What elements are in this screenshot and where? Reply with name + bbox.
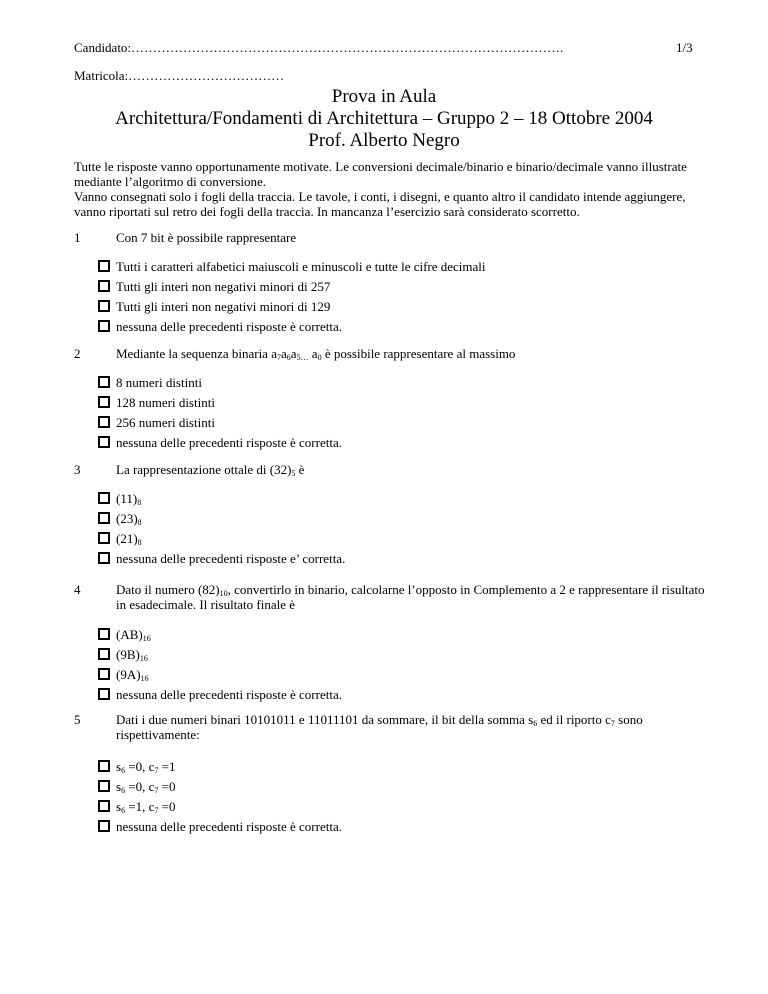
checkbox-icon[interactable] (98, 800, 110, 812)
checkbox-icon[interactable] (98, 436, 110, 448)
option-label: $(21)_8$ (116, 530, 142, 547)
option-label: $s_6 =0$, $c_7 =1$ (116, 758, 176, 775)
checkbox-icon[interactable] (98, 552, 110, 564)
checkbox-icon[interactable] (98, 280, 110, 292)
answer-option[interactable] (98, 432, 342, 452)
checkbox-icon[interactable] (98, 628, 110, 640)
option-label: Tutti i caratteri alfabetici maiuscoli e minuscoli e tutte le cifre decimali (116, 258, 486, 274)
answer-option[interactable] (98, 624, 342, 644)
answer-option[interactable] (98, 756, 342, 776)
question-text: Dato il numero $(82)_{10}$, convertirlo in binario, calcolarne l’opposto in Complemento a 2 e rappresentare il risultato in esadecimale. Il risultato finale è (116, 582, 705, 612)
option-label: nessuna delle precedenti risposte e’ corretta. (116, 550, 346, 566)
answer-option[interactable] (98, 508, 345, 528)
option-label: 8 numeri distinti (116, 374, 202, 390)
title-line-1: Prova in Aula (331, 86, 437, 107)
answer-option[interactable] (98, 684, 342, 704)
instructions-paragraph-2: Vanno consegnati solo i fogli della traccia. Le tavole, i conti, i disegni, e quanto altro il candidato intende aggiungere, vanno riportati sul retro dei fogli della traccia. In mancanza l’esercizio sarà considerato scorretto. (74, 189, 686, 219)
question-text: La rappresentazione ottale di $(32)_5$ è (116, 462, 305, 478)
option-label: $(AB)_{16}$ (116, 626, 151, 643)
answer-option[interactable] (98, 664, 342, 684)
answer-options (98, 488, 345, 568)
answer-options (98, 756, 342, 836)
answer-option[interactable] (98, 796, 342, 816)
checkbox-icon[interactable] (98, 668, 110, 680)
option-label: nessuna delle precedenti risposte è corretta. (116, 434, 342, 450)
checkbox-icon[interactable] (98, 688, 110, 700)
answer-option[interactable] (98, 816, 342, 836)
option-label: $s_6 =1$, $c_7 =0$ (116, 798, 176, 815)
question-text: Con 7 bit è possibile rappresentare (116, 230, 297, 245)
option-label: 256 numeri distinti (116, 414, 215, 430)
option-label: nessuna delle precedenti risposte è corretta. (116, 818, 342, 834)
question-number: 4 (74, 582, 81, 597)
exam-title (0, 86, 768, 152)
answer-options (98, 372, 342, 452)
option-label: $s_6 =0$, $c_7 =0$ (116, 778, 176, 795)
option-label: $(9A)_{16}$ (116, 666, 149, 683)
question-number: 1 (74, 230, 81, 245)
checkbox-icon[interactable] (98, 492, 110, 504)
option-label: Tutti gli interi non negativi minori di 129 (116, 298, 331, 314)
answer-option[interactable] (98, 412, 342, 432)
student-id-line: Matricola:……………………………… (74, 68, 285, 83)
checkbox-icon[interactable] (98, 300, 110, 312)
option-label: nessuna delle precedenti risposte è corretta. (116, 318, 342, 334)
question-text: Mediante la sequenza binaria $a_7a_6a_{5\dots}$ $a_0$ è possibile rappresentare al massimo (116, 346, 516, 362)
option-label: Tutti gli interi non negativi minori di 257 (116, 278, 331, 294)
checkbox-icon[interactable] (98, 320, 110, 332)
question-number: 3 (74, 462, 81, 477)
option-label: $(9B)_{16}$ (116, 646, 148, 663)
title-line-3: Prof. Alberto Negro (308, 130, 460, 151)
option-label: $(11)_8$ (116, 490, 142, 507)
answer-option[interactable] (98, 548, 345, 568)
checkbox-icon[interactable] (98, 396, 110, 408)
title-line-2: Architettura/Fondamenti di Architettura – Gruppo 2 – 18 Ottobre 2004 (115, 108, 653, 129)
checkbox-icon[interactable] (98, 416, 110, 428)
question-number: 2 (74, 346, 81, 361)
checkbox-icon[interactable] (98, 760, 110, 772)
checkbox-icon[interactable] (98, 780, 110, 792)
question-text: Dati i due numeri binari 10101011 e 11011101 da sommare, il bit della somma $s_6$ ed il riporto $c_7$ sono rispettivamente: (116, 712, 643, 742)
instructions (74, 159, 704, 219)
checkbox-icon[interactable] (98, 260, 110, 272)
answer-options (98, 624, 342, 704)
page-number: 1/3 (676, 40, 693, 55)
question-number: 5 (74, 712, 81, 727)
answer-option[interactable] (98, 296, 486, 316)
checkbox-icon[interactable] (98, 648, 110, 660)
answer-option[interactable] (98, 256, 486, 276)
answer-option[interactable] (98, 528, 345, 548)
answer-option[interactable] (98, 644, 342, 664)
answer-option[interactable] (98, 276, 486, 296)
answer-option[interactable] (98, 316, 486, 336)
option-label: 128 numeri distinti (116, 394, 215, 410)
checkbox-icon[interactable] (98, 820, 110, 832)
checkbox-icon[interactable] (98, 512, 110, 524)
option-label: nessuna delle precedenti risposte è corretta. (116, 686, 342, 702)
checkbox-icon[interactable] (98, 532, 110, 544)
option-label: $(23)_8$ (116, 510, 142, 527)
answer-option[interactable] (98, 392, 342, 412)
instructions-paragraph-1: Tutte le risposte vanno opportunamente motivate. Le conversioni decimale/binario e binario/decimale vanno illustrate mediante l’algoritmo di conversione. (74, 159, 687, 189)
answer-option[interactable] (98, 776, 342, 796)
checkbox-icon[interactable] (98, 376, 110, 388)
answer-option[interactable] (98, 372, 342, 392)
candidate-name-line: Candidato:………………………………………………………………………………………. (74, 40, 564, 55)
answer-options (98, 256, 486, 336)
answer-option[interactable] (98, 488, 345, 508)
